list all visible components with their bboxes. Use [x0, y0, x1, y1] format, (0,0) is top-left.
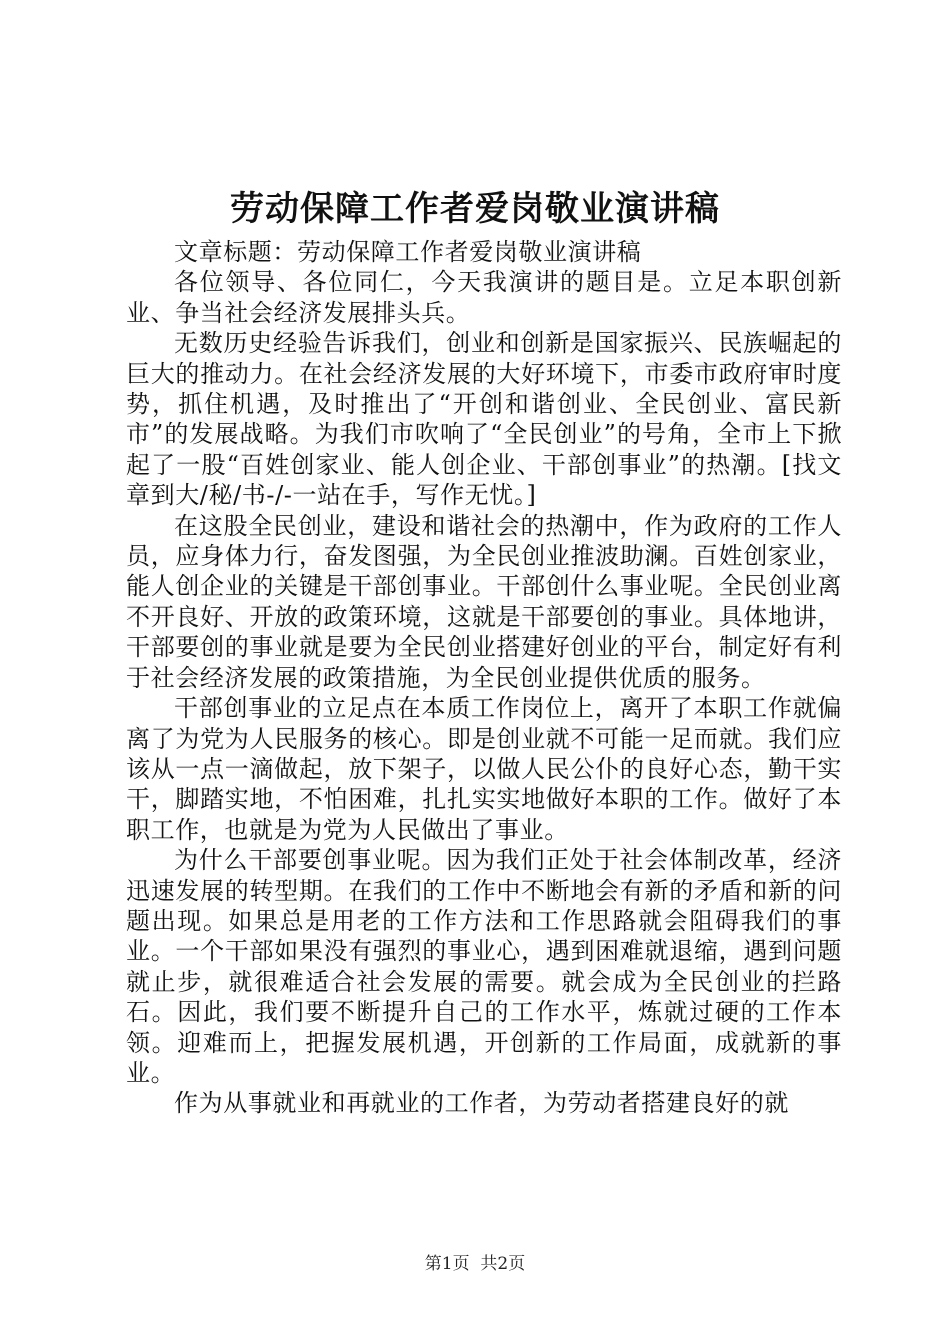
- document-body: [126, 237, 842, 1119]
- paragraph-employment: 作为从事就业和再就业的工作者，为劳动者搭建良好的就: [174, 1089, 789, 1118]
- paragraph-greeting: 各位领导、各位同仁，今天我演讲的题目是。立足本职创新业、争当社会经济发展排头兵。: [126, 268, 842, 327]
- paragraph-cadre-role: 在这股全民创业，建设和谐社会的热潮中，作为政府的工作人员，应身体力行，奋发图强，为全民创业推波助澜。百姓创家业，能人创企业的关键是干部创事业。干部创什么事业呢。全民创业离不开良好、开放的政策环境，这就是干部要创的事业。具体地讲，干部要创的事业就是要为全民创业搭建好创业的平台，制定好有利于社会经济发展的政策措施，为全民创业提供优质的服务。: [126, 511, 842, 692]
- page-footer: [0, 1253, 950, 1275]
- paragraph-why-create: 为什么干部要创事业呢。因为我们正处于社会体制改革，经济迅速发展的转型期。在我们的工作中不断地会有新的矛盾和新的问题出现。如果总是用老的工作方法和工作思路就会阻碍我们的事业。一个干部如果没有强烈的事业心，遇到困难就退缩，遇到问题就止步，就很难适合社会发展的需要。就会成为全民创业的拦路石。因此，我们要不断提升自己的工作水平，炼就过硬的工作本领。迎难而上，把握发展机遇，开创新的工作局面，成就新的事业。: [126, 846, 842, 1087]
- paragraph-foothold: 干部创事业的立足点在本质工作岗位上，离开了本职工作就偏离了为党为人民服务的核心。即是创业就不可能一足而就。我们应该从一点一滴做起，放下架子，以做人民公仆的良好心态，勤干实干，脚踏实地，不怕困难，扎扎实实地做好本职的工作。做好了本职工作，也就是为党为人民做出了事业。: [126, 694, 842, 844]
- page-total: 共2页: [480, 1254, 526, 1274]
- page-number: 第1页: [424, 1254, 470, 1274]
- footer-separator: [470, 1254, 481, 1274]
- paragraph-article-title: 文章标题：劳动保障工作者爱岗敬业演讲稿: [174, 238, 642, 266]
- paragraph-history: 无数历史经验告诉我们，创业和创新是国家振兴、民族崛起的巨大的推动力。在社会经济发展的大好环境下，市委市政府审时度势，抓住机遇，及时推出了“开创和谐创业、全民创业、富民新市”的发展战略。为我们市吹响了“全民创业”的号角，全市上下掀起了一股“百姓创家业、能人创企业、干部创事业”的热潮。[找文章到大/秘/书-/-一站在手，写作无忧。]: [126, 329, 842, 510]
- document-title: 劳动保障工作者爱岗敬业演讲稿: [230, 189, 720, 229]
